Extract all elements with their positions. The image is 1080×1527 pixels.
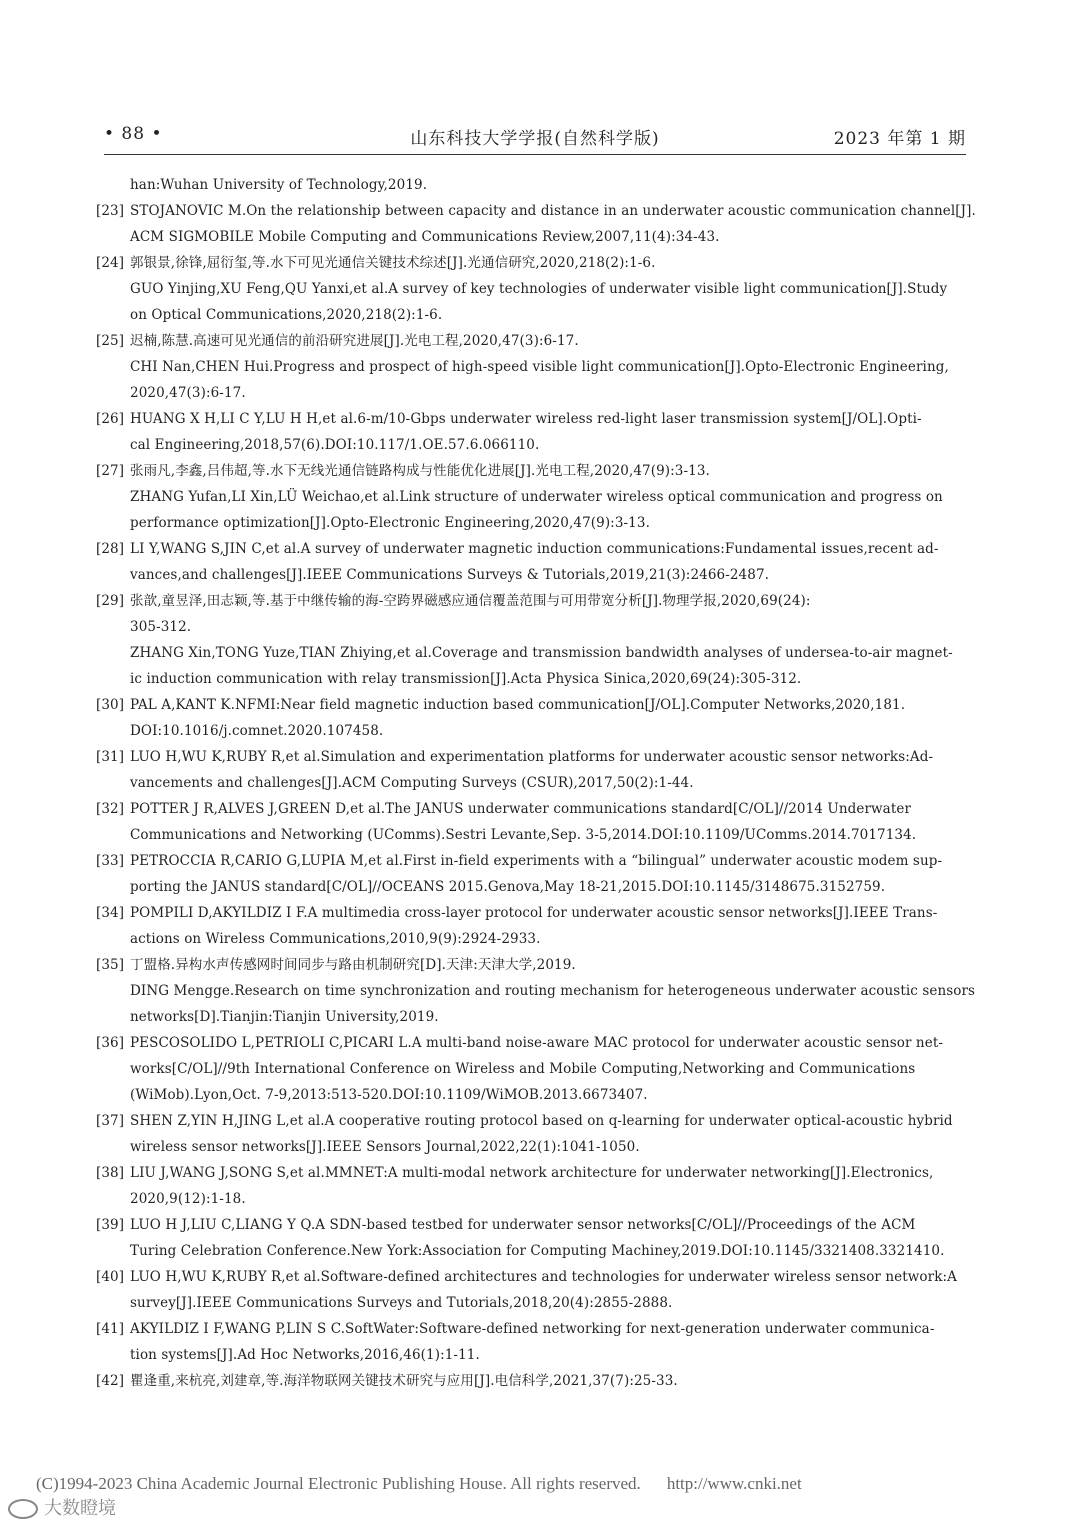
- reference-text: performance optimization[J].Opto-Electronic Engineering,2020,47(9):3-13.: [130, 515, 650, 531]
- reference-text: PETROCCIA R,CARIO G,LUPIA M,et al.First in-field experiments with a “bilingual” underwater acoustic modem sup-: [130, 853, 943, 869]
- reference-text: 张雨凡,李鑫,吕伟超,等.水下无线光通信链路构成与性能优化进展[J].光电工程,2020,47(9):3-13.: [130, 463, 710, 479]
- reference-line: [96, 796, 966, 822]
- reference-line: [96, 380, 966, 406]
- reference-text: survey[J].IEEE Communications Surveys and Tutorials,2018,20(4):2855-2888.: [130, 1295, 673, 1311]
- reference-line: [96, 1264, 966, 1290]
- reference-line: [96, 952, 966, 978]
- reference-number: [33]: [96, 853, 125, 869]
- reference-number: [34]: [96, 905, 125, 921]
- reference-line: [96, 770, 966, 796]
- reference-line: [96, 1160, 966, 1186]
- reference-number: [26]: [96, 411, 125, 427]
- reference-number: [25]: [96, 333, 125, 349]
- reference-line: [96, 614, 966, 640]
- reference-line: [96, 198, 976, 224]
- reference-text: GUO Yinjing,XU Feng,QU Yanxi,et al.A survey of key technologies of underwater visible light communication[J].Study: [130, 281, 948, 297]
- reference-line: [96, 1342, 966, 1368]
- reference-number: [36]: [96, 1035, 125, 1051]
- reference-line: [96, 250, 966, 276]
- reference-text: han:Wuhan University of Technology,2019.: [130, 177, 428, 193]
- reference-line: [96, 1056, 966, 1082]
- reference-line: [96, 900, 966, 926]
- reference-line: [96, 484, 966, 510]
- reference-line: [96, 718, 966, 744]
- reference-number: [28]: [96, 541, 125, 557]
- reference-number: [41]: [96, 1321, 125, 1337]
- reference-text: 305-312.: [130, 619, 192, 635]
- reference-line: [96, 510, 966, 536]
- reference-line: [96, 1316, 966, 1342]
- reference-text: 2020,9(12):1-18.: [130, 1191, 246, 1207]
- reference-line: [96, 822, 966, 848]
- reference-text: LUO H,WU K,RUBY R,et al.Simulation and experimentation platforms for underwater acoustic sensor networks:Ad-: [130, 749, 934, 765]
- reference-number: [31]: [96, 749, 125, 765]
- reference-number: [32]: [96, 801, 125, 817]
- reference-line: [96, 1108, 966, 1134]
- reference-text: on Optical Communications,2020,218(2):1-6.: [130, 307, 443, 323]
- reference-text: DING Mengge.Research on time synchronization and routing mechanism for heterogeneous underwater acoustic sensors: [130, 983, 976, 999]
- reference-text: actions on Wireless Communications,2010,9(9):2924-2933.: [130, 931, 541, 947]
- reference-text: Communications and Networking (UComms).Sestri Levante,Sep. 3-5,2014.DOI:10.1109/UComms.2014.7017134.: [130, 827, 917, 843]
- reference-line: [96, 562, 966, 588]
- reference-number: [30]: [96, 697, 125, 713]
- reference-number: [37]: [96, 1113, 125, 1129]
- reference-number: [40]: [96, 1269, 125, 1285]
- reference-line: [96, 692, 966, 718]
- reference-text: 郭银景,徐锋,屈衍玺,等.水下可见光通信关键技术综述[J].光通信研究,2020,218(2):1-6.: [130, 255, 656, 271]
- reference-text: PESCOSOLIDO L,PETRIOLI C,PICARI L.A multi-band noise-aware MAC protocol for underwater acoustic sensor net-: [130, 1035, 943, 1051]
- reference-text: LUO H,WU K,RUBY R,et al.Software-defined architectures and technologies for underwater wireless sensor network:A: [130, 1269, 957, 1285]
- reference-line: [96, 224, 966, 250]
- reference-number: [42]: [96, 1373, 125, 1389]
- reference-line: [96, 302, 966, 328]
- reference-text: tion systems[J].Ad Hoc Networks,2016,46(1):1-11.: [130, 1347, 480, 1363]
- reference-line: [96, 666, 966, 692]
- reference-line: [96, 328, 966, 354]
- reference-line: [96, 276, 966, 302]
- reference-line: [96, 354, 966, 380]
- reference-line: [96, 172, 966, 198]
- reference-line: [96, 1238, 966, 1264]
- reference-line: [96, 926, 966, 952]
- reference-text: 2020,47(3):6-17.: [130, 385, 246, 401]
- footer: [36, 1474, 802, 1494]
- watermark-text: 大数瞪境: [44, 1498, 116, 1519]
- reference-text: 张歆,童昱泽,田志颖,等.基于中继传输的海-空跨界磁感应通信覆盖范围与可用带宽分析[J].物理学报,2020,69(24):: [130, 593, 811, 609]
- reference-line: [96, 432, 966, 458]
- reference-line: [96, 744, 966, 770]
- reference-text: HUANG X H,LI C Y,LU H H,et al.6-m/10-Gbps underwater wireless red-light laser transmission system[J/OL].Opti-: [130, 411, 922, 427]
- reference-line: [96, 640, 966, 666]
- reference-number: [38]: [96, 1165, 125, 1181]
- reference-line: [96, 1186, 966, 1212]
- reference-text: (WiMob).Lyon,Oct. 7-9,2013:513-520.DOI:10.1109/WiMOB.2013.6673407.: [130, 1087, 648, 1103]
- reference-line: [96, 406, 966, 432]
- reference-text: wireless sensor networks[J].IEEE Sensors Journal,2022,22(1):1041-1050.: [130, 1139, 640, 1155]
- reference-number: [23]: [96, 203, 125, 219]
- reference-text: ZHANG Xin,TONG Yuze,TIAN Zhiying,et al.Coverage and transmission bandwidth analyses of undersea-to-air magnet-: [130, 645, 953, 661]
- reference-line: [96, 978, 976, 1004]
- reference-text: PAL A,KANT K.NFMI:Near field magnetic induction based communication[J/OL].Computer Networks,2020,181.: [130, 697, 906, 713]
- reference-text: POMPILI D,AKYILDIZ I F.A multimedia cross-layer protocol for underwater acoustic sensor networks[J].IEEE Trans-: [130, 905, 938, 921]
- reference-number: [29]: [96, 593, 125, 609]
- reference-text: DOI:10.1016/j.comnet.2020.107458.: [130, 723, 384, 739]
- reference-line: [96, 1004, 966, 1030]
- reference-text: networks[D].Tianjin:Tianjin University,2019.: [130, 1009, 439, 1025]
- issue-label: 2023 年第 1 期: [833, 129, 966, 149]
- reference-line: [96, 1212, 966, 1238]
- reference-text: vancements and challenges[J].ACM Computing Surveys (CSUR),2017,50(2):1-44.: [130, 775, 694, 791]
- chat-bubble-icon: [8, 1499, 38, 1519]
- reference-text: STOJANOVIC M.On the relationship between capacity and distance in an underwater acoustic communication channel[J].: [130, 203, 976, 219]
- reference-list: [96, 172, 976, 1394]
- reference-text: 迟楠,陈慧.高速可见光通信的前沿研究进展[J].光电工程,2020,47(3):6-17.: [130, 333, 579, 349]
- header-rule: [104, 154, 966, 155]
- reference-text: Turing Celebration Conference.New York:Association for Computing Machiney,2019.DOI:10.1145/3321408.3321410.: [130, 1243, 945, 1259]
- reference-text: 丁盟格.异构水声传感网时间同步与路由机制研究[D].天津:天津大学,2019.: [130, 957, 576, 973]
- reference-line: [96, 536, 966, 562]
- reference-number: [39]: [96, 1217, 125, 1233]
- reference-line: [96, 1368, 966, 1394]
- reference-line: [96, 1082, 966, 1108]
- journal-title: 山东科技大学学报(自然科学版): [410, 129, 660, 149]
- reference-text: AKYILDIZ I F,WANG P,LIN S C.SoftWater:Software-defined networking for next-generation underwater communica-: [130, 1321, 935, 1337]
- reference-text: 瞿逢重,来杭亮,刘建章,等.海洋物联网关键技术研究与应用[J].电信科学,2021,37(7):25-33.: [130, 1373, 678, 1389]
- footer-url[interactable]: http://www.cnki.net: [666, 1474, 802, 1493]
- reference-text: SHEN Z,YIN H,JING L,et al.A cooperative routing protocol based on q-learning for underwater optical-acoustic hybrid: [130, 1113, 953, 1129]
- reference-number: [27]: [96, 463, 125, 479]
- reference-line: [96, 1290, 966, 1316]
- reference-text: LI Y,WANG S,JIN C,et al.A survey of underwater magnetic induction communications:Fundamental issues,recent ad-: [130, 541, 939, 557]
- reference-text: ZHANG Yufan,LI Xin,LÜ Weichao,et al.Link structure of underwater wireless optical communication and progress on: [130, 489, 943, 505]
- reference-text: ic induction communication with relay transmission[J].Acta Physica Sinica,2020,69(24):305-312.: [130, 671, 802, 687]
- reference-line: [96, 1030, 966, 1056]
- reference-text: LUO H J,LIU C,LIANG Y Q.A SDN-based testbed for underwater sensor networks[C/OL]//Proceedings of the ACM: [130, 1217, 916, 1233]
- reference-text: POTTER J R,ALVES J,GREEN D,et al.The JANUS underwater communications standard[C/OL]//2014 Underwater: [130, 801, 912, 817]
- reference-text: CHI Nan,CHEN Hui.Progress and prospect of high-speed visible light communication[J].Opto-Electronic Engineering,: [130, 359, 949, 375]
- reference-text: works[C/OL]//9th International Conference on Wireless and Mobile Computing,Networking and Communications: [130, 1061, 916, 1077]
- watermark: [8, 1494, 116, 1520]
- reference-text: ACM SIGMOBILE Mobile Computing and Communications Review,2007,11(4):34-43.: [130, 229, 720, 245]
- reference-line: [96, 1134, 966, 1160]
- reference-number: [35]: [96, 957, 125, 973]
- reference-text: cal Engineering,2018,57(6).DOI:10.117/1.OE.57.6.066110.: [130, 437, 540, 453]
- copyright-text: (C)1994-2023 China Academic Journal Electronic Publishing House. All rights reserved.: [36, 1474, 641, 1493]
- reference-text: porting the JANUS standard[C/OL]//OCEANS 2015.Genova,May 18-21,2015.DOI:10.1145/3148675.3152759.: [130, 879, 886, 895]
- page-header: [104, 124, 966, 156]
- reference-line: [96, 874, 966, 900]
- reference-text: LIU J,WANG J,SONG S,et al.MMNET:A multi-modal network architecture for underwater networking[J].Electronics,: [130, 1165, 934, 1181]
- reference-text: vances,and challenges[J].IEEE Communications Surveys & Tutorials,2019,21(3):2466-2487.: [130, 567, 770, 583]
- page-number: • 88 •: [104, 124, 163, 144]
- reference-number: [24]: [96, 255, 125, 271]
- reference-line: [96, 458, 966, 484]
- reference-line: [96, 588, 966, 614]
- reference-line: [96, 848, 966, 874]
